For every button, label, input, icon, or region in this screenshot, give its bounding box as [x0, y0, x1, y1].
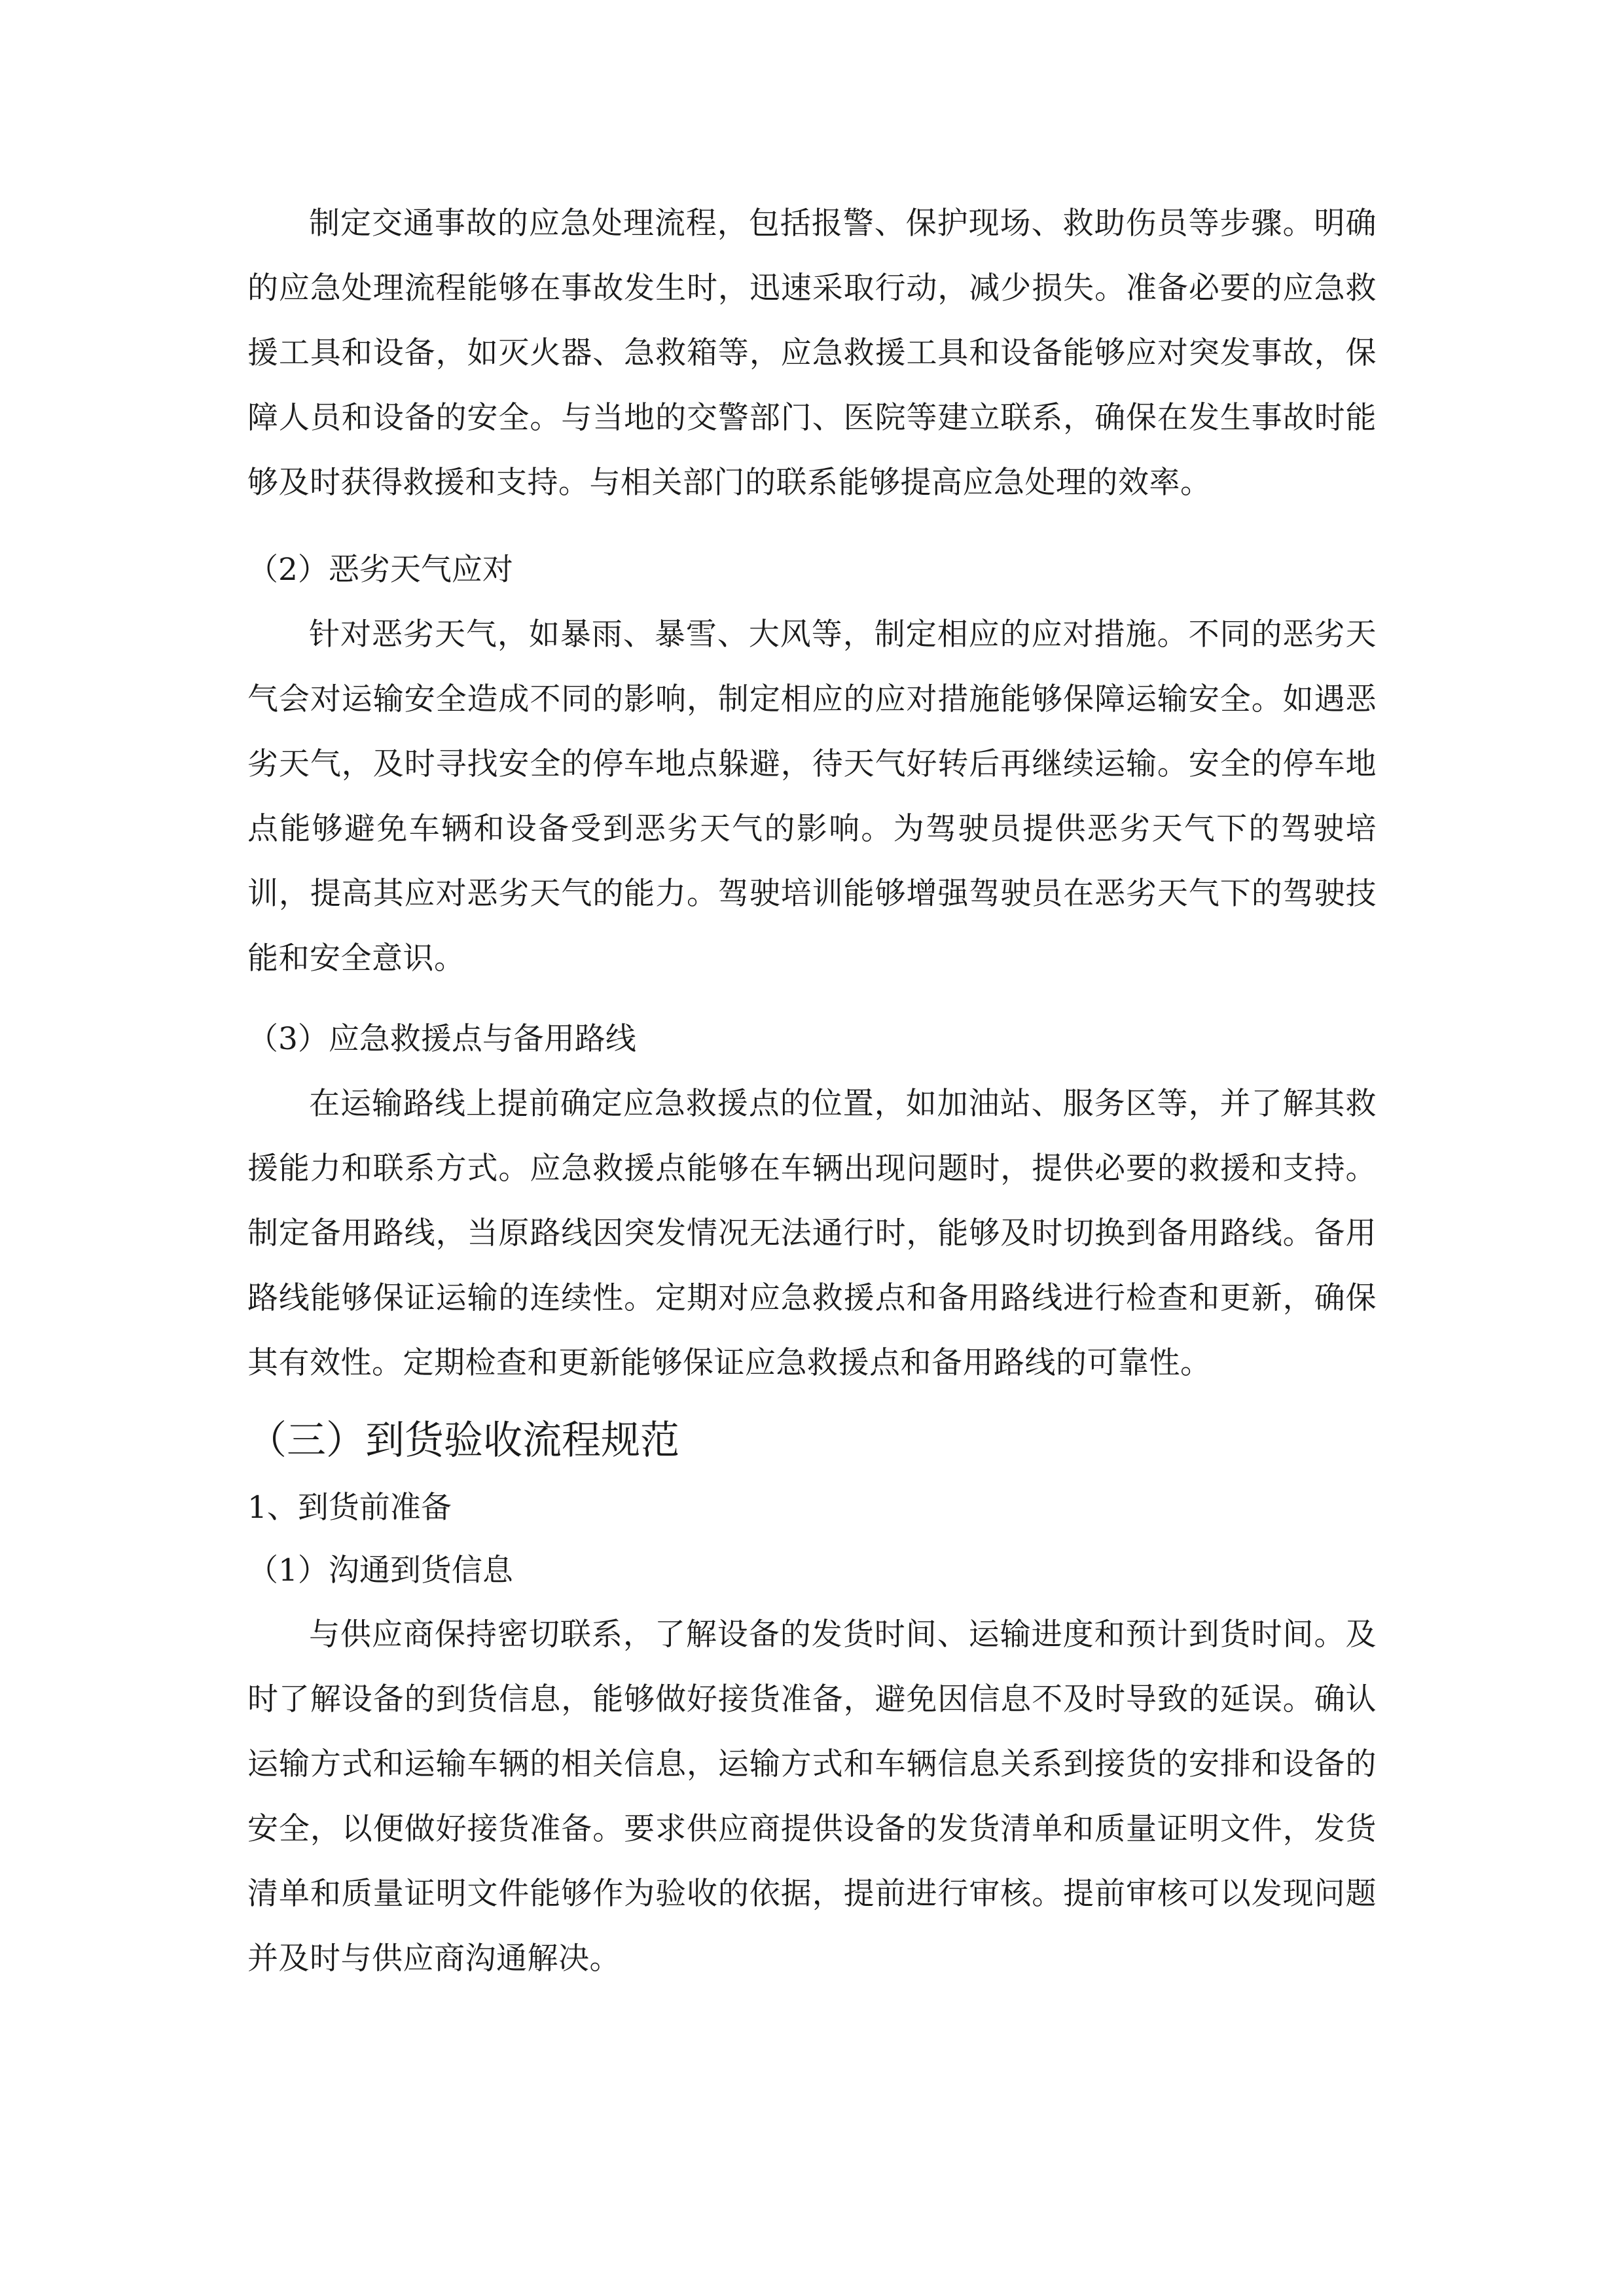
subheading-rescue-points: （3）应急救援点与备用路线 [247, 1021, 636, 1057]
paragraph-arrival-info: 与供应商保持密切联系，了解设备的发货时间、运输进度和预计到货时间。及时了解设备的到货信息，能够做好接货准备，避免因信息不及时导致的延误。确认运输方式和运输车辆的相关信息，运输方式和车辆信息关系到接货的安排和设备的安全，以便做好接货准备。要求供应商提供设备的发货清单和质量证明文件，发货清单和质量证明文件能够作为验收的依据，提前进行审核。提前审核可以发现问题并及时与供应商沟通解决。 [247, 1617, 1377, 1977]
document-body [247, 191, 1377, 1991]
paragraph-rescue-points: 在运输路线上提前确定应急救援点的位置，如加油站、服务区等，并了解其救援能力和联系方式。应急救援点能够在车辆出现问题时，提供必要的救援和支持。制定备用路线，当原路线因突发情况无法通行时，能够及时切换到备用路线。备用路线能够保证运输的连续性。定期对应急救援点和备用路线进行检查和更新，确保其有效性。定期检查和更新能够保证应急救援点和备用路线的可靠性。 [247, 1086, 1377, 1381]
heading-pre-arrival-prep: 1、到货前准备 [247, 1490, 452, 1526]
paragraph-accident-response: 制定交通事故的应急处理流程，包括报警、保护现场、救助伤员等步骤。明确的应急处理流程能够在事故发生时，迅速采取行动，减少损失。准备必要的应急救援工具和设备，如灭火器、急救箱等，应急救援工具和设备能够应对突发事故，保障人员和设备的安全。与当地的交警部门、医院等建立联系，确保在发生事故时能够及时获得救援和支持。与相关部门的联系能够提高应急处理的效率。 [247, 206, 1377, 501]
subheading-arrival-info: （1）沟通到货信息 [247, 1552, 513, 1588]
section-heading-arrival-acceptance: （三）到货验收流程规范 [247, 1418, 679, 1463]
paragraph-bad-weather: 针对恶劣天气，如暴雨、暴雪、大风等，制定相应的应对措施。不同的恶劣天气会对运输安全造成不同的影响，制定相应的应对措施能够保障运输安全。如遇恶劣天气，及时寻找安全的停车地点躲避，待天气好转后再继续运输。安全的停车地点能够避免车辆和设备受到恶劣天气的影响。为驾驶员提供恶劣天气下的驾驶培训，提高其应对恶劣天气的能力。驾驶培训能够增强驾驶员在恶劣天气下的驾驶技能和安全意识。 [247, 617, 1377, 977]
subheading-bad-weather: （2）恶劣天气应对 [247, 552, 513, 588]
